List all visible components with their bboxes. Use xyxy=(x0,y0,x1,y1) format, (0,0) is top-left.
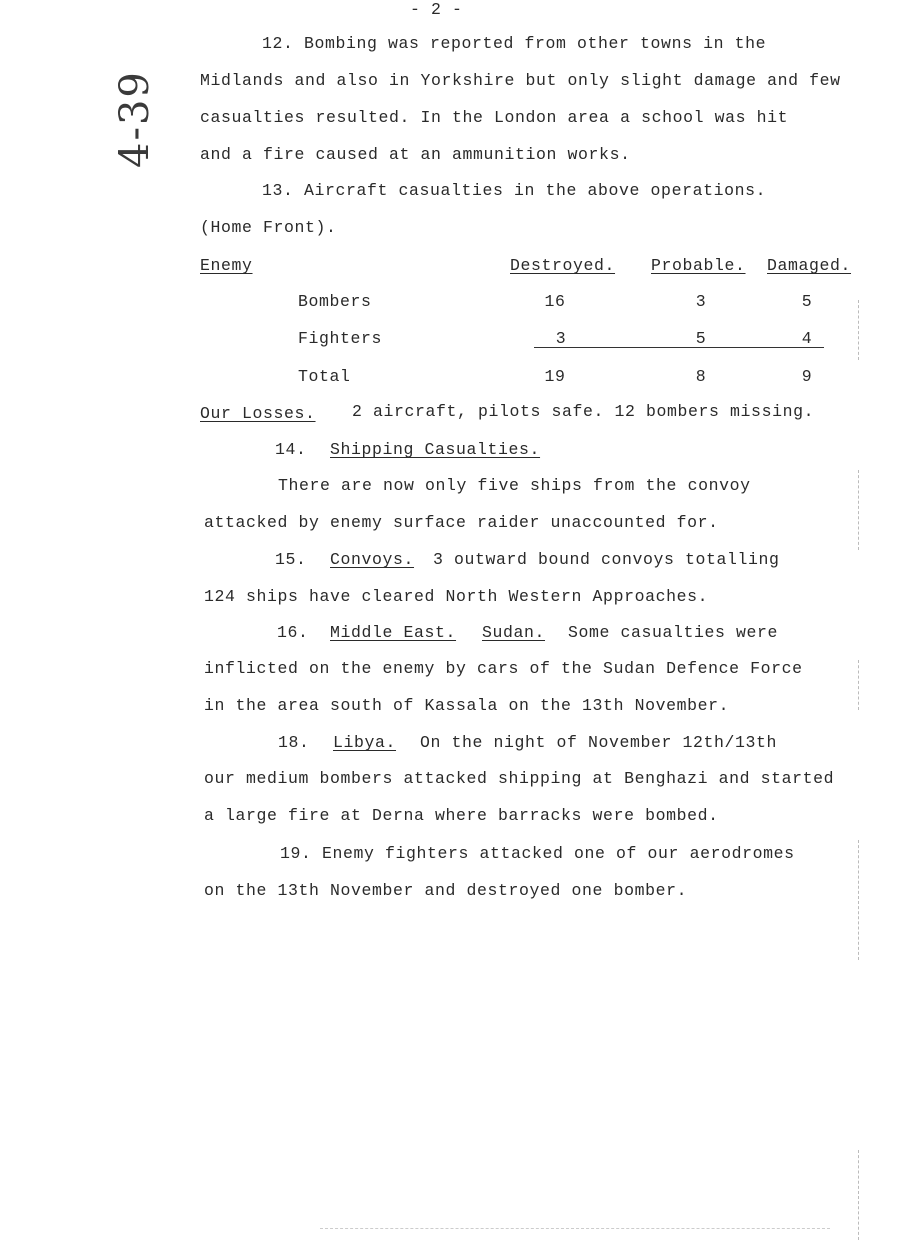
para-16-line-1: Some casualties were xyxy=(568,623,779,642)
total-rule xyxy=(534,347,824,348)
para-15-heading: Convoys. xyxy=(330,550,415,569)
para-16-line-2: inflicted on the enemy by cars of the Sudan Defence Force xyxy=(204,659,803,678)
table-cell-probable: 5 xyxy=(695,329,707,348)
table-cell-destroyed: 19 xyxy=(544,367,566,386)
para-18-number: 18. xyxy=(278,733,310,752)
para-15-number: 15. xyxy=(275,550,307,569)
para-18-heading: Libya. xyxy=(333,733,397,752)
para-15-line-2: 124 ships have cleared North Western Approaches. xyxy=(204,587,709,606)
para-14-line-1: There are now only five ships from the convoy xyxy=(278,476,751,495)
our-losses-text: 2 aircraft, pilots safe. 12 bombers missing. xyxy=(352,402,815,421)
para-14-line-2: attacked by enemy surface raider unaccounted for. xyxy=(204,513,719,532)
table-cell-damaged: 5 xyxy=(801,292,813,311)
para-14-heading: Shipping Casualties. xyxy=(330,440,541,459)
scan-edge-mark xyxy=(858,470,860,550)
para-14-number: 14. xyxy=(275,440,307,459)
table-row-name: Total xyxy=(298,367,351,386)
scan-bottom-mark xyxy=(320,1228,830,1229)
table-cell-destroyed: 3 xyxy=(555,329,567,348)
para-12-line-4: and a fire caused at an ammunition works. xyxy=(200,145,631,164)
para-16-subheading: Sudan. xyxy=(482,623,546,642)
table-row-name: Fighters xyxy=(298,329,383,348)
table-header-destroyed: Destroyed. xyxy=(510,256,616,275)
handwritten-margin-note: 4-39 xyxy=(112,70,158,168)
page-number: - 2 - xyxy=(410,0,463,19)
scan-edge-mark xyxy=(858,300,860,360)
table-cell-damaged: 4 xyxy=(801,329,813,348)
para-16-heading: Middle East. xyxy=(330,623,457,642)
para-19-line-1: 19. Enemy fighters attacked one of our aerodromes xyxy=(280,844,795,863)
table-cell-probable: 3 xyxy=(695,292,707,311)
para-12-line-3: casualties resulted. In the London area a school was hit xyxy=(200,108,789,127)
para-18-line-3: a large fire at Derna where barracks were bombed. xyxy=(204,806,719,825)
table-cell-probable: 8 xyxy=(695,367,707,386)
para-13-line-1: 13. Aircraft casualties in the above operations. xyxy=(262,181,767,200)
para-18-line-2: our medium bombers attacked shipping at Benghazi and started xyxy=(204,769,835,788)
para-12-line-1: 12. Bombing was reported from other towns in the xyxy=(262,34,767,53)
table-cell-damaged: 9 xyxy=(801,367,813,386)
para-15-line-1: 3 outward bound convoys totalling xyxy=(433,550,780,569)
table-header-probable: Probable. xyxy=(651,256,746,275)
para-19-line-2: on the 13th November and destroyed one bomber. xyxy=(204,881,688,900)
para-16-line-3: in the area south of Kassala on the 13th November. xyxy=(204,696,730,715)
scan-edge-mark xyxy=(858,1150,860,1240)
scan-edge-mark xyxy=(858,840,860,960)
table-cell-destroyed: 16 xyxy=(544,292,566,311)
table-header-damaged: Damaged. xyxy=(767,256,852,275)
table-row-name: Bombers xyxy=(298,292,372,311)
para-13-line-2: (Home Front). xyxy=(200,218,337,237)
para-12-line-2: Midlands and also in Yorkshire but only slight damage and few xyxy=(200,71,841,90)
scan-edge-mark xyxy=(858,660,860,710)
para-16-number: 16. xyxy=(277,623,309,642)
para-18-line-1: On the night of November 12th/13th xyxy=(420,733,778,752)
table-label-enemy: Enemy xyxy=(200,256,253,275)
our-losses-label: Our Losses. xyxy=(200,404,316,423)
